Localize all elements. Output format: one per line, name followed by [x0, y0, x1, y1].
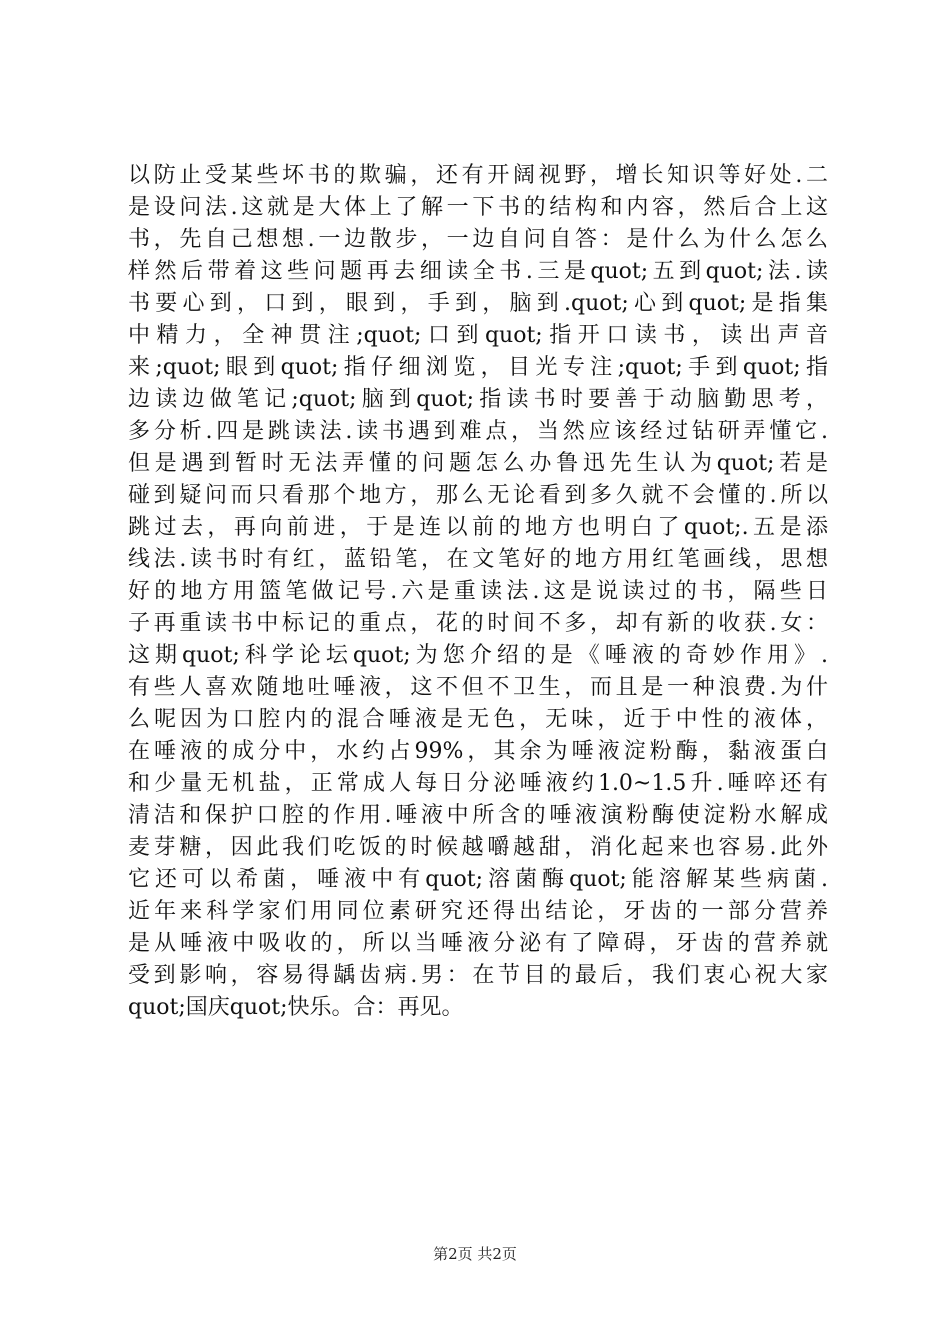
text-line: 边读边做笔记;quot;脑到quot;指读书时要善于动脑勤思考，: [128, 387, 828, 412]
text-line: 清洁和保护口腔的作用.唾液中所含的唾液演粉酶使淀粉水解成: [128, 803, 828, 828]
text-line: 好的地方用篮笔做记号.六是重读法.这是说读过的书，隔些日: [128, 579, 828, 604]
text-line: 碰到疑问而只看那个地方，那么无论看到多久就不会懂的.所以: [128, 483, 828, 508]
text-line: 和少量无机盐，正常成人每日分泌唾液约1.0~1.5升.唾啐还有: [128, 771, 828, 796]
text-line: 跳过去，再向前进，于是连以前的地方也明白了quot;.五是添: [128, 515, 828, 540]
text-line: 书要心到，口到，眼到，手到，脑到.quot;心到quot;是指集: [128, 291, 828, 316]
text-line: 是从唾液中吸收的，所以当唾液分泌有了障碍，牙齿的营养就: [128, 931, 828, 956]
text-line: 书，先自己想想.一边散步，一边自问自答：是什么为什么怎么: [128, 227, 828, 252]
text-line: 以防止受某些坏书的欺骗，还有开阔视野，增长知识等好处.二: [128, 163, 828, 188]
text-line: 中精力，全神贯注;quot;口到quot;指开口读书，读出声音: [128, 323, 828, 348]
text-line: 近年来科学家们用同位素研究还得出结论，牙齿的一部分营养: [128, 899, 828, 924]
text-line: 受到影响，容易得龋齿病.男：在节目的最后，我们衷心祝大家: [128, 963, 828, 988]
text-line: 线法.读书时有红，蓝铅笔，在文笔好的地方用红笔画线，思想: [128, 547, 828, 572]
text-line: 但是遇到暂时无法弄懂的问题怎么办鲁迅先生认为quot;若是: [128, 451, 828, 476]
text-line: 在唾液的成分中，水约占99%，其余为唾液淀粉酶，黏液蛋白: [128, 739, 828, 764]
text-line: quot;国庆quot;快乐。合：再见。: [128, 995, 464, 1020]
page-footer: 第2页 共2页: [433, 1245, 517, 1263]
text-line: 它还可以希菌，唾液中有quot;溶菌酶quot;能溶解某些病菌.: [128, 867, 828, 892]
text-line: 来;quot;眼到quot;指仔细浏览，目光专注;quot;手到quot;指: [128, 355, 828, 380]
text-line: 么呢因为口腔内的混合唾液是无色，无味，近于中性的液体，: [128, 707, 828, 732]
body-text: [128, 160, 828, 1024]
text-line: 这期quot;科学论坛quot;为您介绍的是《唾液的奇妙作用》.: [128, 643, 828, 668]
text-line: 样然后带着这些问题再去细读全书.三是quot;五到quot;法.读: [128, 259, 828, 284]
text-line: 子再重读书中标记的重点，花的时间不多，却有新的收获.女：: [128, 611, 828, 636]
text-line: 麦芽糖，因此我们吃饭的时候越嚼越甜，消化起来也容易.此外: [128, 835, 828, 860]
text-line: 多分析.四是跳读法.读书遇到难点，当然应该经过钻研弄懂它.: [128, 419, 828, 444]
text-line: 是设问法.这就是大体上了解一下书的结构和内容，然后合上这: [128, 195, 828, 220]
text-line: 有些人喜欢随地吐唾液，这不但不卫生，而且是一种浪费.为什: [128, 675, 828, 700]
